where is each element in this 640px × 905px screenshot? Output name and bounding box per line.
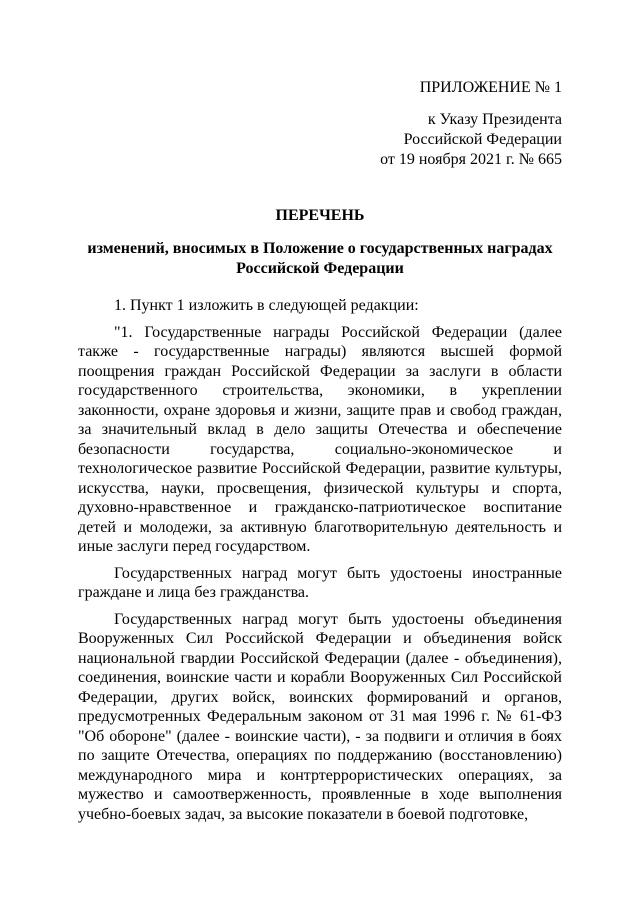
body-paragraph: Государственных наград могут быть удостоены объединения Вооруженных Сил Российской Федерации и объединения войск национальной гвардии Российской Федерации (далее - объединения), соединения, воинские части и корабли Вооруженных Сил Российской Федерации, других войск, воинских формирований и органов, предусмотренных Федеральным законом от 31 мая 1996 г. № 61-ФЗ "Об обороне" (далее - воинские части), - за подвиги и отличия в боях по защите Отечества, операциях по поддержанию (восстановлению) международного мира и контртеррористических операциях, за мужество и самоотверженность, проявленные в ходе выполнения учебно-боевых задач, за высокие показатели в боевой подготовке, <box>78 610 562 823</box>
body-paragraph: 1. Пункт 1 изложить в следующей редакции: <box>114 297 419 314</box>
appendix-line: к Указу Президента <box>427 111 562 128</box>
heading-subtitle: изменений, вносимых в Положение о государственных наградах Российской Федерации <box>87 240 553 277</box>
appendix-block <box>340 78 562 170</box>
body-paragraph: Государственных наград могут быть удостоены иностранные граждане и лица без гражданства. <box>78 564 562 601</box>
document-heading <box>78 206 562 279</box>
body-paragraph: "1. Государственные награды Российской Федерации (далее также - государственные награды) являются высшей формой поощрения граждан Российской Федерации за заслуги в области государственного строительства, экономики, в укреплении законности, охране здоровья и жизни, защите прав и свобод граждан, за значительный вклад в дело защиты Отечества и обеспечение безопасности государства, социально-экономическое и технологическое развитие Российской Федерации, развитие культуры, искусства, науки, просвещения, физической культуры и спорта, духовно-нравственное и гражданско-патриотическое воспитание детей и молодежи, за активную благотворительную деятельность и иные заслуги перед государством. <box>78 323 562 555</box>
appendix-title: ПРИЛОЖЕНИЕ № 1 <box>419 79 562 96</box>
heading-title: ПЕРЕЧЕНЬ <box>275 207 365 224</box>
document-body <box>78 296 562 824</box>
appendix-line: Российской Федерации <box>403 131 562 148</box>
appendix-line: от 19 ноября 2021 г. № 665 <box>380 151 562 168</box>
